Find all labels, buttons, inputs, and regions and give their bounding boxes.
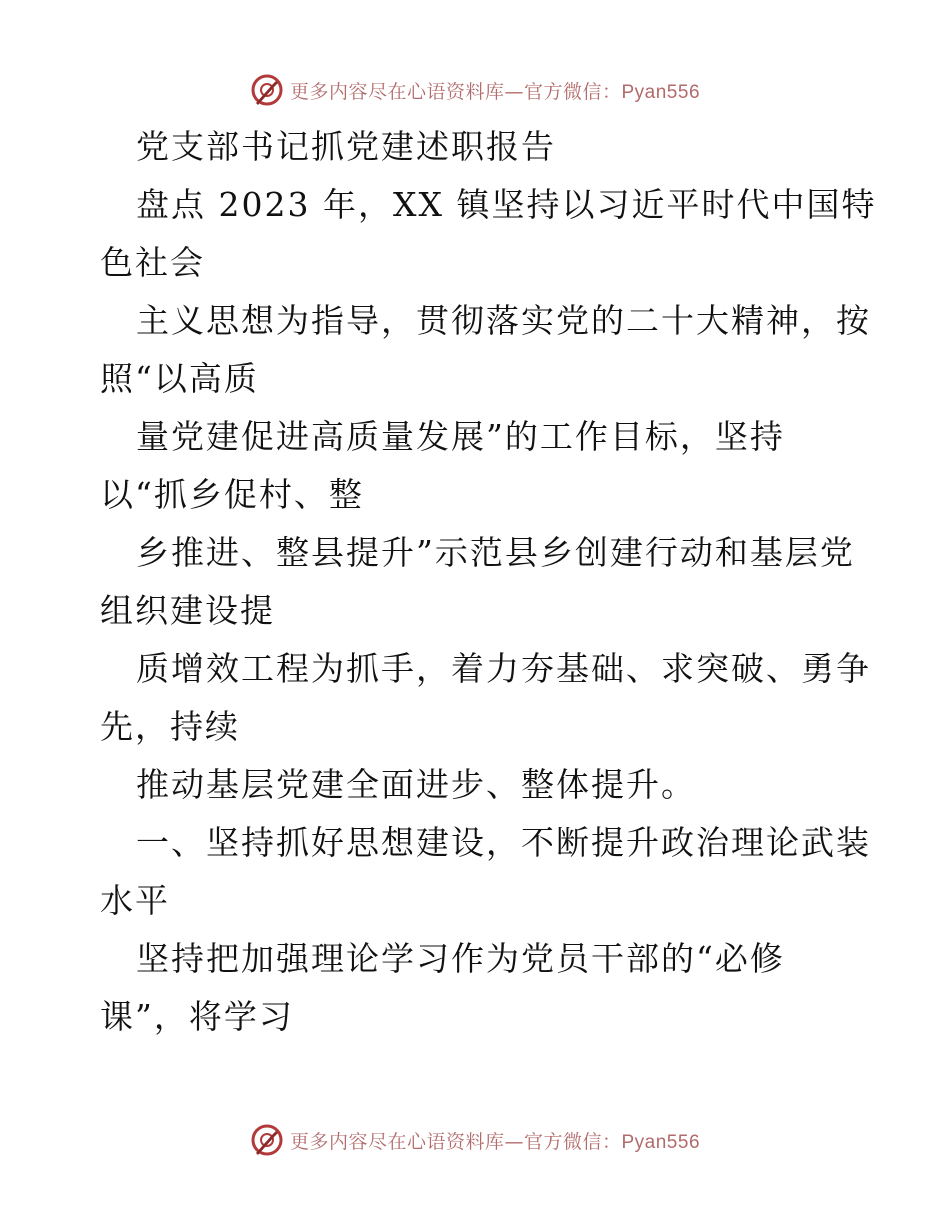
text-line: 以“抓乡促村、整	[100, 475, 364, 514]
text-line: 坚持把加强理论学习作为党员干部的“必修	[136, 939, 785, 978]
pen-logo-icon	[250, 73, 284, 107]
text-line: 组织建设提	[100, 591, 275, 630]
text-line: 推动基层党建全面进步、整体提升。	[136, 765, 696, 804]
watermark-text: 更多内容尽在心语资料库—官方微信：Pyan556	[289, 1130, 701, 1153]
footer-watermark	[0, 1120, 950, 1160]
header-watermark	[0, 70, 950, 110]
text-line: 主义思想为指导，贯彻落实党的二十大精神，按	[136, 301, 871, 340]
pen-logo-icon	[250, 1123, 284, 1157]
text-line: 乡推进、整县提升”示范县乡创建行动和基层党	[136, 533, 855, 572]
text-line: 一、坚持抓好思想建设，不断提升政治理论武装	[136, 823, 871, 862]
document-title: 党支部书记抓党建述职报告	[136, 127, 556, 166]
text-line: 质增效工程为抓手，着力夯基础、求突破、勇争	[136, 649, 871, 688]
text-line: 课”，将学习	[100, 997, 294, 1036]
document-body	[100, 118, 877, 1046]
text-line: 量党建促进高质量发展”的工作目标，坚持	[136, 417, 785, 456]
text-line: 水平	[100, 881, 170, 920]
text-line: 照“以高质	[100, 359, 259, 398]
text-line: 色社会	[100, 243, 205, 282]
watermark-text: 更多内容尽在心语资料库—官方微信：Pyan556	[289, 80, 701, 103]
text-line: 先，持续	[100, 707, 240, 746]
text-line: 盘点 2023 年，XX 镇坚持以习近平时代中国特	[136, 185, 877, 224]
